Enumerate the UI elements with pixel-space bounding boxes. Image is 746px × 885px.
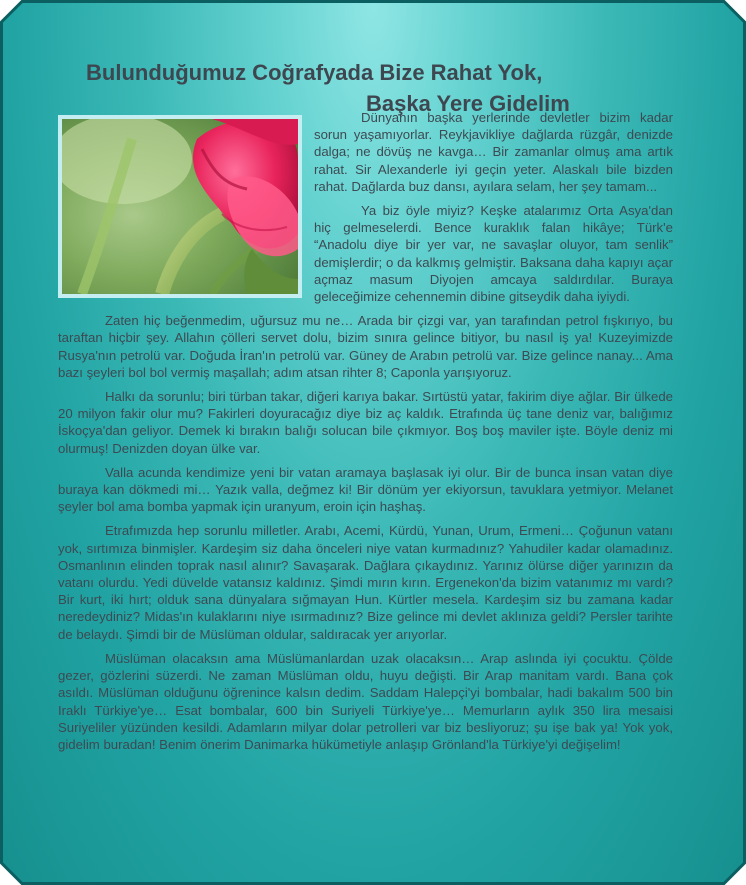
- paragraph: Zaten hiç beğenmedim, uğursuz mu ne… Arada bir çizgi var, yan tarafından petrol fışkırıyo, bu taraftan hiçbir şey. Allahın çölleri servet dolu, bizim sınıra gelince bitiyor, bu nasıl iş ya! Kuzeyimizde Rusya'nın petrolü var. Doğuda İran'ın petrolü var. Güney de Arabın petrolü var. Bize gelince nanay... Ama bazı şeyleri bol bol vermiş maşallah; adım atsan rihter 8; Caponla yarışıyoruz.: [58, 313, 673, 380]
- paragraph: Dünyanın başka yerlerinde devletler bizim kadar sorun yaşamıyorlar. Reykjavikliye dağlarda rüzgâr, denizde dalga; ne dövüş ne kavga… Bir zamanlar olmuş ama artık rahat. Sir Alexanderle iyi geçin yeter. Alaskalı bile bizden rahat. Dağlarda buz dansı, ayılara selam, her şey tamam...: [314, 110, 673, 194]
- rose-icon: [62, 119, 298, 294]
- title-line-1: Bulunduğumuz Coğrafyada Bize Rahat Yok,: [86, 59, 543, 85]
- paragraph: Halkı da sorunlu; biri türban takar, diğeri karıya bakar. Sırtüstü yatar, fakirim diye ağlar. Bir ülkede 20 milyon fakir olur mu? Fakirleri doyuracağız diye biz aç kaldık. Etrafında üç tane deniz var, balığımız İskoçya'dan geliyor. Demek ki bırakın balığı solucan bile çıkmıyor. Boş boş maviler işte. Böyle deniz mi olurmuş! Denizden doyan ülke var.: [58, 389, 673, 456]
- paragraph: Ya biz öyle miyiz? Keşke atalarımız Orta Asya'dan hiç gelmeselerdi. Bence kuraklık falan hikâye; Türk'e “Anadolu diye bir yer var, ne savaşlar oluyor, tam senlik” demişlerdir; o da kalkmış gelmiştir. Baksana daha kapıyı açar açmaz masum Diyojen amcaya saldırdılar. Buraya geleceğimize cehennemin dibine gitseydik daha iyiydi.: [314, 203, 673, 305]
- article-body: [58, 109, 673, 760]
- title-line-2: Başka Yere Gidelim: [366, 90, 570, 116]
- paragraph: Etrafımızda hep sorunlu milletler. Arabı, Acemi, Kürdü, Yunan, Urum, Ermeni… Çoğunun vatanı yok, sırtımıza binmişler. Kardeşim siz daha önceleri niye vatan kurmadınız? Yahudiler kadar olamadınız. Osmanlının elinden toprak nasıl alınır? Savaşarak. Dağlara çıkaydınız. Yarınız ölürse diğer yarınızın da vatanı olurdu. Yedi düvelde vatansız kaldınız. Şimdi mırın kırın. Ergenekon'da bizim vatanımız mı vardı? Bir kurt, iki hırt; olduk sana dünyalara sığmayan Hun. Kürtler mesela. Kardeşim siz bu zamana kadar neredeydiniz? Midas'ın kulaklarını niye ısırmadınız? Bize gelince mi devlet aklınıza geldi? Persler tarihte de belaydı. Şimdi bir de Müslüman oldular, saldıracak yer arıyorlar.: [58, 523, 673, 642]
- rose-photo: [58, 115, 302, 298]
- paragraph: Müslüman olacaksın ama Müslümanlardan uzak olacaksın… Arap aslında iyi çocuktu. Çölde gezer, gözlerini süzerdi. Ne zaman Müslüman oldu, huyu değişti. Bir Arap manitam vardı. Bana çok asıldı. Müslüman olduğunu öğrenince kalsın dedim. Saddam Halepçi'yi bombalar, hadi bakalım 500 bin Iraklı Türkiye'ye… Esat bombalar, 600 bin Suriyeli Türkiye'ye… Memurların aylık 350 lira mesaisi Suriyeliler yüzünden kesildi. Adamların milyar dolar petrolleri var biz besliyoruz; şu işe bak ya! Yok yok, gidelim buradan! Benim önerim Danimarka hükümetiyle anlaşıp Grönland'la Türkiye'yi değişelim!: [58, 650, 673, 752]
- paragraph: Valla acunda kendimize yeni bir vatan aramaya başlasak iyi olur. Bir de bunca insan vatan diye buraya kan dökmedi mi… Yazık valla, değmez ki! Bir dönüm yer ekiyorsun, tavuklara yetmiyor. Melanet şeyler bol ama bomba yapmak için uranyum, eroin için haşhaş.: [58, 464, 673, 515]
